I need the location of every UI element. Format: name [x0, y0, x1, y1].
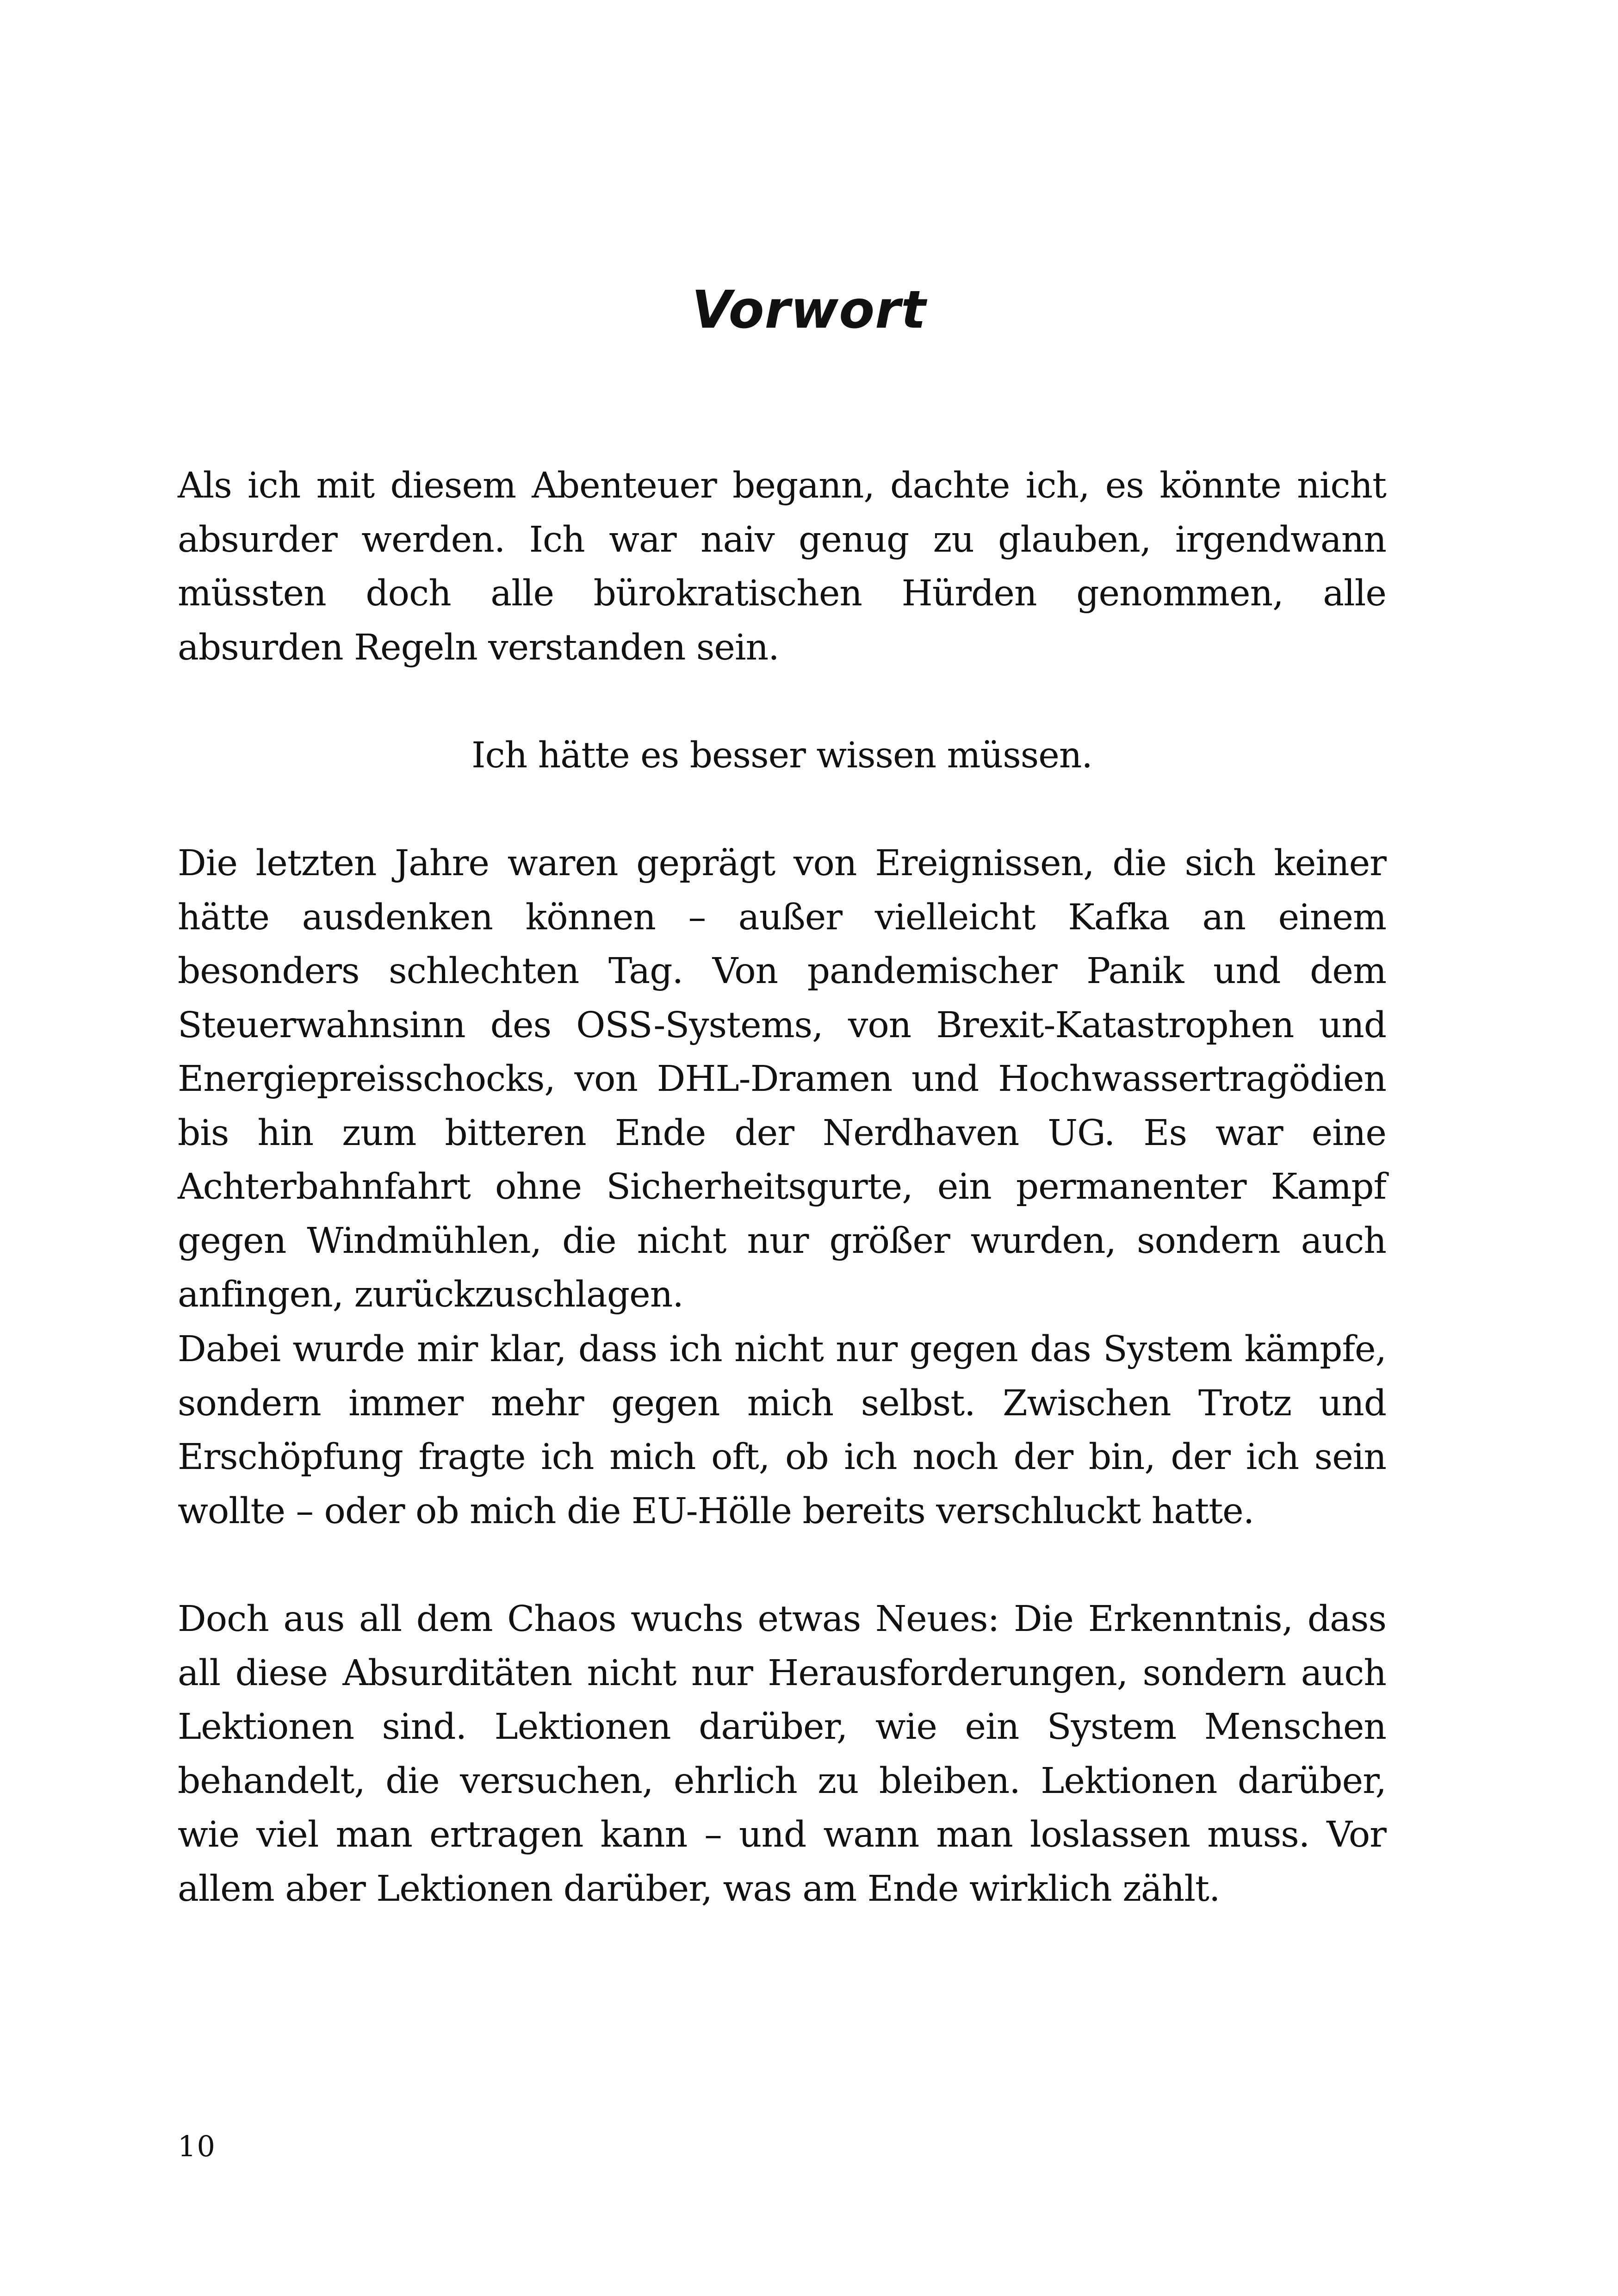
paragraph-3: Die letzten Jahre waren geprägt von Ereignissen, die sich keiner hätte ausdenken können – außer vielleicht Kafka an einem besonders schlechten Tag. Von pandemischer Panik und dem Steuerwahnsinn des OSS-Systems, von Brexit-Katastrophen und Energiepreisschocks, von DHL-Dramen und Hochwassertragödien bis hin zum bitteren Ende der Nerdhaven UG. Es war eine Achterbahnfahrt ohne Sicherheitsgurte, ein permanenter Kampf gegen Windmühlen, die nicht nur größer wurden, sondern auch anfingen, zurückzuschlagen. [178, 843, 1386, 1315]
page-number: 10 [178, 2129, 216, 2163]
paragraph-2-centered: Ich hätte es besser wissen müssen. [471, 735, 1092, 776]
paragraph-1: Als ich mit diesem Abenteuer begann, dachte ich, es könnte nicht absurder werden. Ich war naiv genug zu glauben, irgendwann müssten doch alle bürokratischen Hürden genommen, alle absurden Regeln verstanden sein. [178, 465, 1386, 668]
paragraph-5: Doch aus all dem Chaos wuchs etwas Neues: Die Erkenntnis, dass all diese Absurditäten nicht nur Herausforderungen, sondern auch Lektionen sind. Lektionen darüber, wie ein System Menschen behandelt, die versuchen, ehrlich zu bleiben. Lektionen darüber, wie viel man ertragen kann – und wann man loslassen muss. Vor allem aber Lektionen darüber, was am Ende wirklich zählt. [178, 1599, 1386, 1910]
chapter-heading: Vorwort [692, 280, 926, 340]
paragraph-4: Dabei wurde mir klar, dass ich nicht nur gegen das System kämpfe, sondern immer mehr gegen mich selbst. Zwischen Trotz und Erschöpfung fragte ich mich oft, ob ich noch der bin, der ich sein wollte – oder ob mich die EU-Hölle bereits verschluckt hatte. [178, 1329, 1386, 1532]
